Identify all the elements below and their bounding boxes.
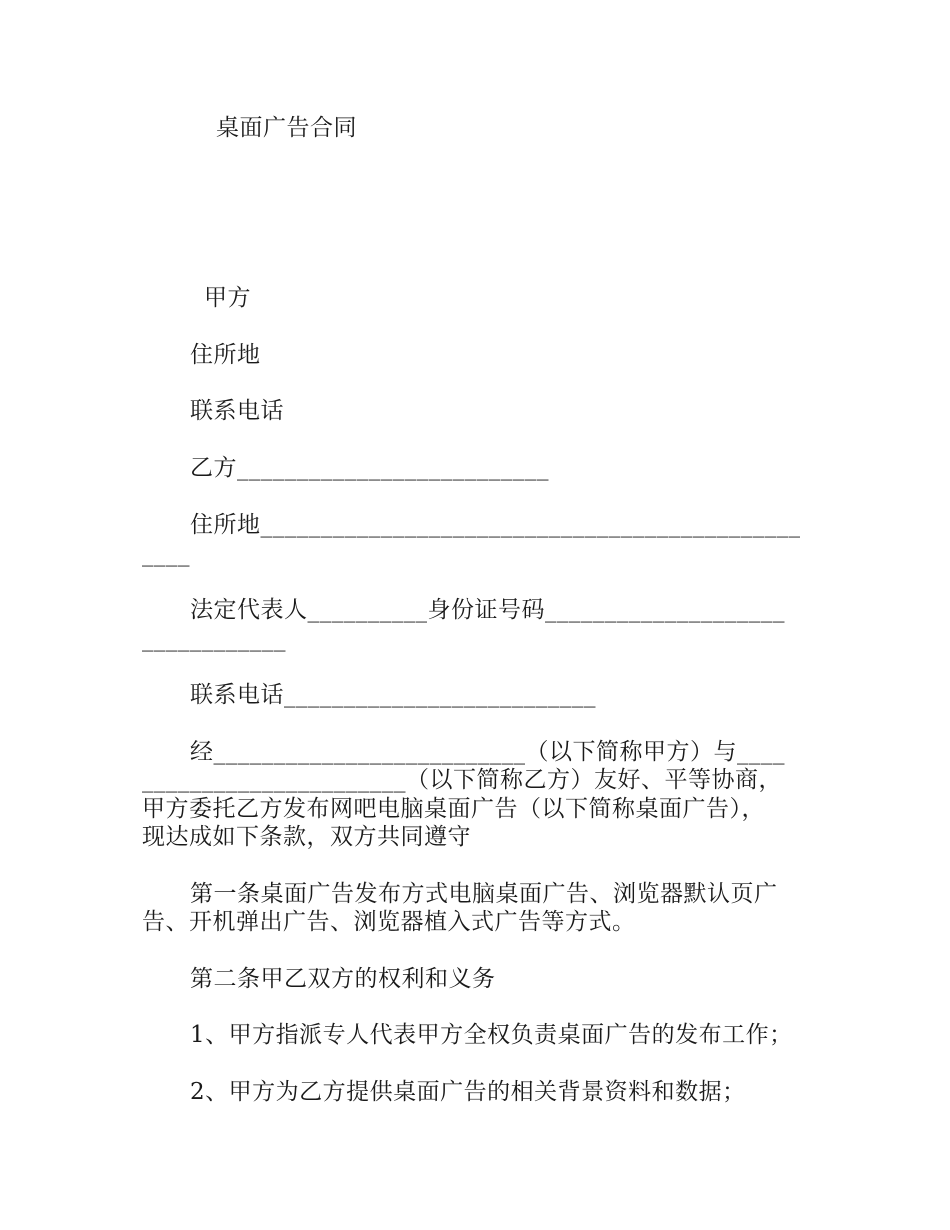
party-a-phone-label: 联系电话 [190, 398, 284, 424]
legal-representative-field: 法定代表人__________身份证号码____________________ [190, 597, 785, 623]
party-a-label: 甲方 [204, 285, 251, 311]
party-b-phone-field: 联系电话__________________________ [190, 682, 596, 708]
document-title: 桌面广告合同 [216, 115, 357, 141]
article-1-line: 告、开机弹出广告、浏览器植入式广告等方式。 [142, 909, 636, 935]
party-a-address-label: 住所地 [190, 342, 261, 368]
party-b-address-field-continued: ____ [142, 541, 190, 567]
intro-paragraph-line: 甲方委托乙方发布网吧电脑桌面广告（以下简称桌面广告）， [142, 796, 765, 822]
intro-paragraph-line: 经__________________________（以下简称甲方）与____ [190, 739, 785, 765]
article-2-item: 2、甲方为乙方提供桌面广告的相关背景资料和数据； [190, 1079, 746, 1105]
article-1-line: 第一条桌面广告发布方式电脑桌面广告、浏览器默认页广 [190, 881, 778, 907]
id-number-field-continued: ____________ [142, 626, 286, 652]
party-b-address-field: 住所地_____________________________________________ [190, 512, 801, 538]
intro-paragraph-line: 现达成如下条款，双方共同遵守 [142, 824, 471, 850]
party-b-field: 乙方__________________________ [190, 455, 549, 481]
article-2-heading: 第二条甲乙双方的权利和义务 [190, 966, 496, 992]
intro-paragraph-line: ______________________（以下简称乙方）友好、平等协商， [142, 767, 782, 793]
article-2-item: 1、甲方指派专人代表甲方全权负责桌面广告的发布工作； [190, 1022, 793, 1048]
